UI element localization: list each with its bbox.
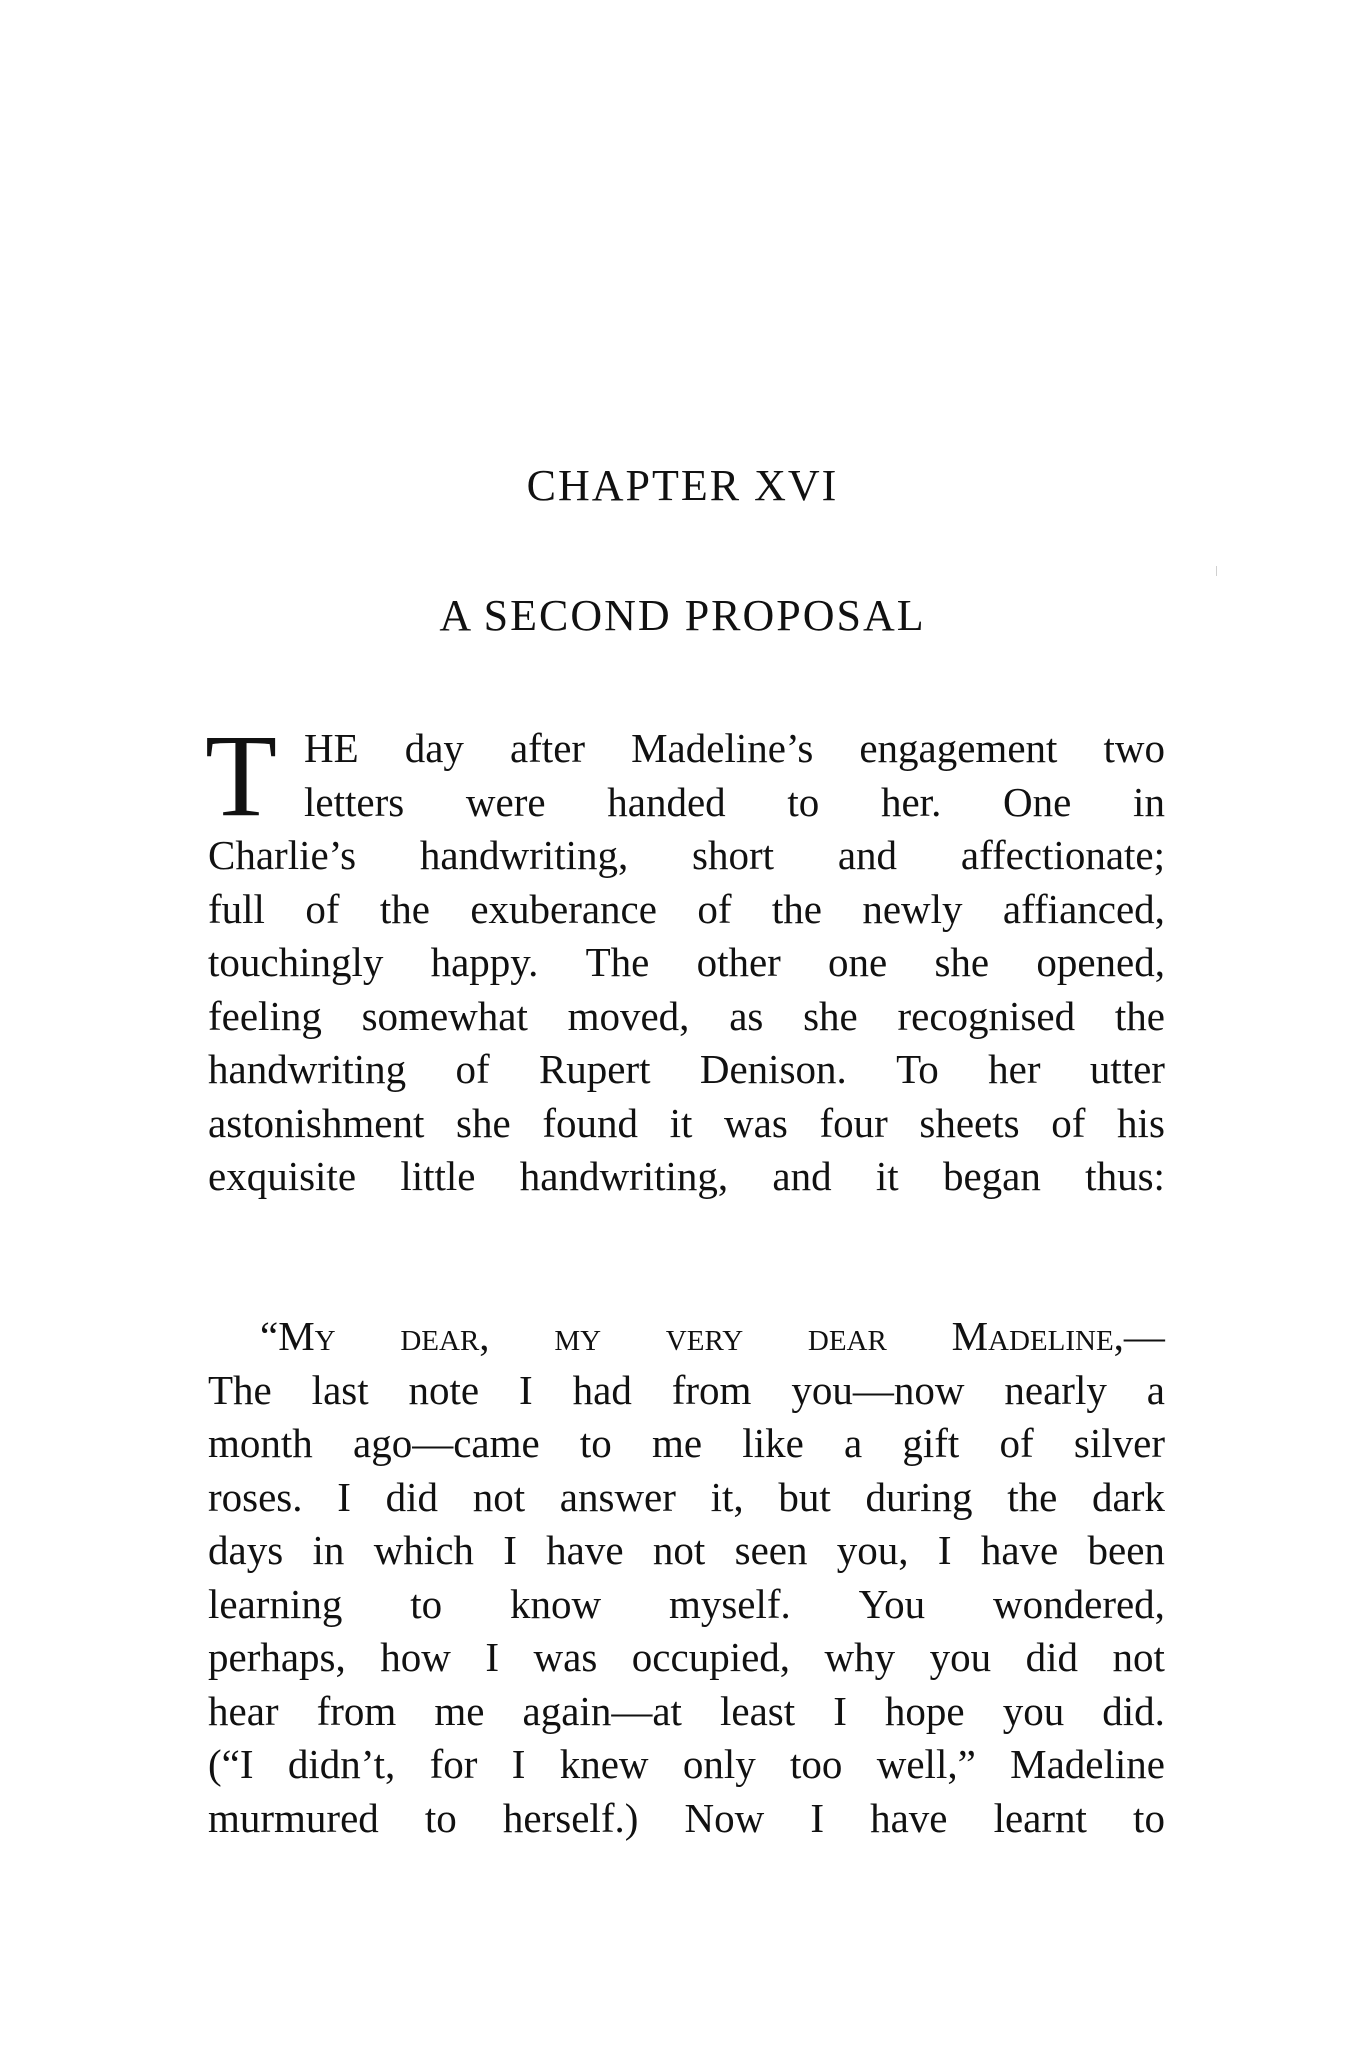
word: have [546, 1527, 624, 1573]
word: gift [902, 1420, 960, 1466]
word: how [380, 1634, 451, 1680]
word: it [669, 1099, 693, 1146]
word: happy. [430, 939, 539, 985]
text-line [208, 1364, 1165, 1418]
word: didn’t, [287, 1741, 396, 1787]
word: answer [559, 1473, 676, 1520]
word: full [208, 885, 265, 932]
word: dear, [400, 1313, 490, 1359]
word: The [585, 939, 650, 985]
word: letters [304, 778, 405, 825]
word: very [665, 1313, 744, 1359]
word: did [1025, 1634, 1079, 1680]
word: to [579, 1420, 612, 1466]
text-line [208, 722, 1165, 776]
word: To [896, 1046, 939, 1092]
word: I [810, 1794, 824, 1841]
word: was [533, 1634, 598, 1680]
word: which [373, 1527, 474, 1573]
text-line [208, 1471, 1165, 1525]
word: You [858, 1580, 926, 1627]
word: a [1146, 1366, 1165, 1413]
text-line [208, 1685, 1165, 1739]
word: occupied, [631, 1634, 791, 1680]
word: her. [880, 778, 942, 825]
word: wondered, [993, 1580, 1165, 1627]
word: month [208, 1420, 313, 1466]
word: note [408, 1366, 480, 1413]
word: have [870, 1794, 948, 1841]
word: knew [559, 1741, 649, 1787]
text-line [208, 1738, 1165, 1792]
word: the [1114, 992, 1165, 1039]
word: handwriting, [419, 832, 629, 878]
word: I [503, 1527, 517, 1573]
word: least [720, 1687, 796, 1734]
word: (“I [208, 1741, 254, 1787]
word: short [692, 832, 775, 878]
word: nearly [1004, 1366, 1107, 1413]
word: roses. [208, 1473, 303, 1520]
word: opened, [1036, 939, 1165, 985]
word: The [208, 1366, 272, 1413]
text-line [208, 990, 1165, 1044]
word: affectionate; [960, 832, 1165, 878]
paragraph-opening [208, 722, 1165, 1204]
word: murmured [208, 1794, 379, 1841]
word: recognised [897, 992, 1076, 1039]
word: affianced, [1002, 885, 1165, 932]
word: during [865, 1473, 973, 1520]
word: not [1112, 1634, 1165, 1680]
word: me [652, 1420, 703, 1466]
word: exquisite [208, 1153, 357, 1199]
word: not [472, 1473, 526, 1520]
word: but [778, 1473, 831, 1520]
word: One [1003, 778, 1072, 825]
text-line [208, 1578, 1165, 1632]
chapter-title: A SECOND PROPOSAL [439, 591, 926, 640]
word: days [208, 1527, 284, 1573]
word: Rupert [538, 1046, 651, 1092]
word: other [696, 939, 781, 985]
word: her [988, 1046, 1041, 1092]
word: four [819, 1099, 888, 1146]
word: somewhat [361, 992, 528, 1039]
word: handed [607, 778, 726, 825]
word: did. [1102, 1687, 1165, 1734]
word: his [1117, 1099, 1165, 1146]
text-line [208, 1150, 1165, 1204]
text-line [208, 1524, 1165, 1578]
word: touchingly [208, 939, 384, 985]
chapter-number: CHAPTER XVI [526, 461, 839, 510]
word: seen [734, 1527, 808, 1573]
word: the [379, 885, 430, 932]
word: Denison. [699, 1046, 847, 1092]
word: only [682, 1741, 756, 1787]
text-line [208, 1417, 1165, 1471]
word: she [456, 1099, 511, 1146]
word: my [554, 1313, 602, 1359]
word: thus: [1085, 1153, 1165, 1199]
letter-salutation [208, 1310, 1165, 1364]
word: utter [1089, 1046, 1165, 1092]
paragraph-letter [208, 1310, 1165, 1845]
text-line [208, 883, 1165, 937]
word: me [434, 1687, 485, 1734]
word: again—at [522, 1687, 682, 1734]
drop-cap: T [205, 728, 278, 824]
word: I [519, 1366, 533, 1413]
word: day [404, 725, 464, 771]
word: dark [1092, 1473, 1165, 1520]
word: two [1103, 725, 1165, 771]
word: engagement [859, 725, 1058, 771]
word: I [485, 1634, 500, 1680]
word: of [305, 885, 340, 932]
text-line [208, 1043, 1165, 1097]
word: I [937, 1527, 952, 1573]
word: had [572, 1366, 632, 1413]
word: too [790, 1741, 843, 1787]
word: she [934, 939, 990, 985]
word: little [400, 1153, 476, 1199]
word: did [385, 1473, 438, 1520]
word: a [843, 1420, 863, 1466]
word: to [410, 1580, 443, 1627]
page-edge-mark [1216, 566, 1217, 576]
word: of [999, 1420, 1034, 1466]
word: silver [1073, 1420, 1165, 1466]
word: learnt [993, 1794, 1087, 1841]
word: Madeline’s [631, 725, 814, 771]
word: myself. [668, 1580, 791, 1627]
word: from [671, 1366, 752, 1413]
word: in [1133, 778, 1165, 825]
word: handwriting [208, 1046, 407, 1092]
word: “My [260, 1313, 336, 1359]
word: after [509, 725, 586, 771]
word: she [803, 992, 858, 1039]
word: been [1087, 1527, 1165, 1573]
word: have [980, 1527, 1059, 1573]
word: the [771, 885, 822, 932]
text-line [208, 1097, 1165, 1151]
word: was [724, 1099, 788, 1146]
word: not [652, 1527, 706, 1573]
word: the [1007, 1473, 1058, 1520]
word: and [772, 1153, 832, 1199]
word: of [697, 885, 732, 932]
word: it [875, 1153, 899, 1199]
word: began [942, 1153, 1041, 1199]
word: found [542, 1099, 638, 1146]
word: from [316, 1687, 397, 1734]
word: one [828, 939, 888, 985]
word: hope [884, 1687, 965, 1734]
word: exuberance [470, 885, 657, 932]
word: you—now [791, 1366, 965, 1413]
word: you, [836, 1527, 909, 1573]
word: perhaps, [208, 1634, 346, 1680]
word: Now [684, 1794, 765, 1841]
word: last [311, 1366, 369, 1413]
word: dear [807, 1313, 887, 1359]
word: newly [862, 885, 963, 932]
text-line [208, 1792, 1165, 1846]
word: I [337, 1473, 351, 1520]
word: and [837, 832, 898, 878]
word: like [742, 1420, 804, 1466]
word: of [1051, 1099, 1086, 1146]
word: know [509, 1580, 602, 1627]
word: to [424, 1794, 457, 1841]
word: ago—came [353, 1420, 540, 1466]
word: Charlie’s [208, 832, 357, 878]
word: herself.) [502, 1794, 639, 1841]
word: I [511, 1741, 526, 1787]
word: you [1002, 1687, 1065, 1734]
word: I [833, 1687, 847, 1734]
word: moved, [567, 992, 690, 1039]
text-line [208, 829, 1165, 883]
word: in [312, 1527, 345, 1573]
word: learning [208, 1580, 343, 1627]
text-line [208, 1631, 1165, 1685]
text-line [208, 776, 1165, 830]
word: it, [710, 1473, 744, 1520]
word: HE [304, 725, 359, 771]
word: you [929, 1634, 992, 1680]
word: to [787, 778, 820, 825]
word: Madeline [1010, 1741, 1165, 1787]
word: of [455, 1046, 490, 1092]
word: hear [208, 1687, 279, 1734]
word: handwriting, [519, 1153, 729, 1199]
word: well,” [876, 1741, 976, 1787]
word: Madeline,— [951, 1313, 1165, 1359]
word: for [429, 1741, 478, 1787]
word: astonishment [208, 1099, 425, 1146]
word: to [1133, 1794, 1165, 1841]
text-line [208, 936, 1165, 990]
word: sheets [919, 1099, 1020, 1146]
word: as [729, 992, 764, 1039]
word: feeling [208, 992, 322, 1039]
word: why [824, 1634, 896, 1680]
word: were [465, 778, 546, 825]
